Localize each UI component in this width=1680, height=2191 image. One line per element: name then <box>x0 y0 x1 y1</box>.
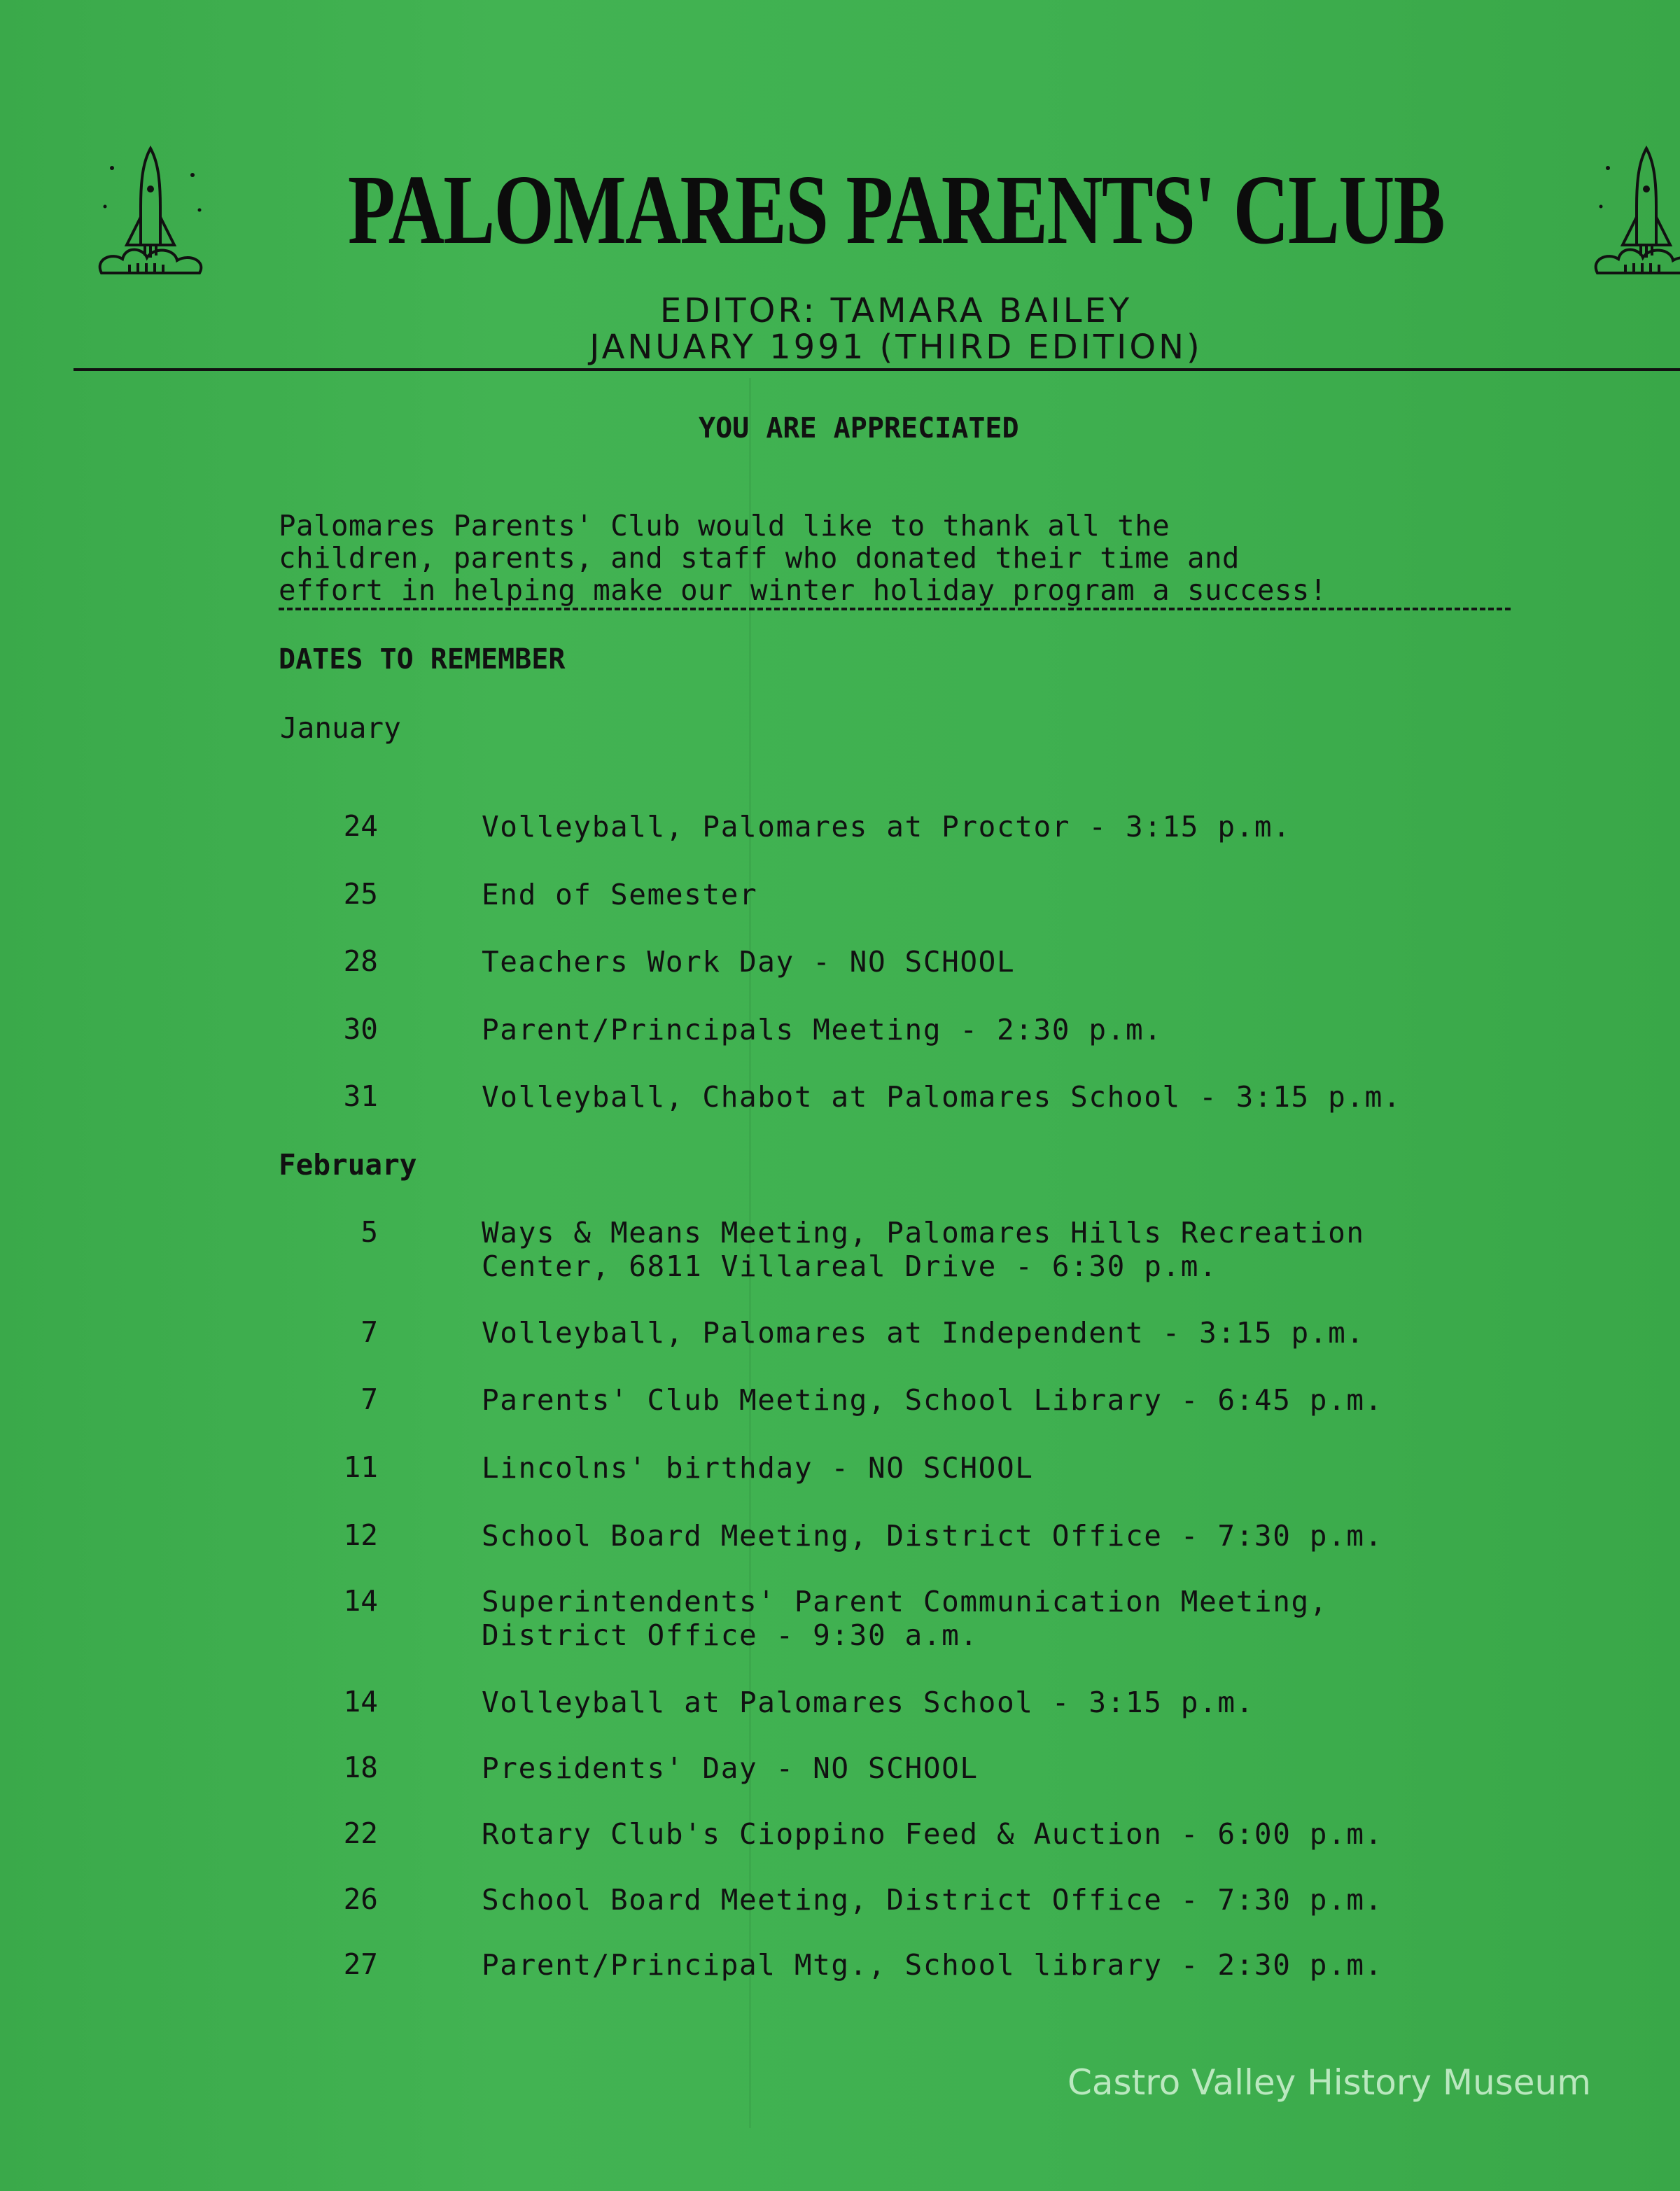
newsletter-title: PALOMARES PARENTS' CLUB <box>347 154 1445 265</box>
event-text: Volleyball, Chabot at Palomares School - 3:15 p.m. <box>482 1080 1402 1114</box>
event-text: Parent/Principal Mtg., School library - 2:30 p.m. <box>482 1948 1383 1982</box>
event-day: 26 <box>343 1882 378 1916</box>
event-day: 22 <box>343 1816 378 1850</box>
appreciation-heading: YOU ARE APPRECIATED <box>699 412 1019 444</box>
event-day: 30 <box>343 1012 378 1046</box>
event-day: 25 <box>343 877 378 911</box>
event-day: 27 <box>343 1947 378 1981</box>
event-text: Volleyball, Palomares at Independent - 3:15 p.m. <box>482 1316 1365 1350</box>
dashed-divider <box>279 608 1511 610</box>
event-text: Parent/Principals Meeting - 2:30 p.m. <box>482 1013 1163 1046</box>
event-day: 11 <box>343 1450 378 1484</box>
event-day: 12 <box>343 1518 378 1552</box>
dates-heading: DATES TO REMEMBER <box>279 643 566 676</box>
event-day: 28 <box>343 944 378 978</box>
event-day: 5 <box>360 1215 378 1249</box>
header-divider <box>74 368 1680 371</box>
event-text: Superintendents' Parent Communication Meeting, District Office - 9:30 a.m. <box>482 1585 1329 1652</box>
event-day: 18 <box>343 1751 378 1784</box>
appreciation-body: Palomares Parents' Club would like to thank all the children, parents, and staff who donated their time and effort in helping make our winter holiday program a success! <box>279 509 1327 607</box>
event-text: Presidents' Day - NO SCHOOL <box>482 1751 979 1785</box>
edition-line: JANUARY 1991 (THIRD EDITION) <box>589 328 1203 367</box>
event-text: School Board Meeting, District Office - 7:30 p.m. <box>482 1519 1383 1553</box>
editor-line: EDITOR: TAMARA BAILEY <box>659 291 1133 330</box>
event-text: Ways & Means Meeting, Palomares Hills Recreation Center, 6811 Villareal Drive - 6:30 p.m. <box>482 1216 1365 1283</box>
rocket-icon <box>88 140 214 294</box>
museum-watermark: Castro Valley History Museum <box>1068 2062 1591 2103</box>
event-day: 7 <box>360 1315 378 1349</box>
event-text: Parents' Club Meeting, School Library - 6:45 p.m. <box>482 1383 1383 1417</box>
event-text: Teachers Work Day - NO SCHOOL <box>482 945 1016 979</box>
event-text: Lincolns' birthday - NO SCHOOL <box>482 1451 1034 1485</box>
event-text: School Board Meeting, District Office - 7:30 p.m. <box>482 1883 1383 1917</box>
event-text: End of Semester <box>482 878 758 911</box>
event-text: Volleyball, Palomares at Proctor - 3:15 p.m. <box>482 810 1292 844</box>
event-day: 31 <box>343 1079 378 1113</box>
event-day: 14 <box>343 1685 378 1718</box>
event-day: 14 <box>343 1584 378 1618</box>
month-label-february: February <box>279 1148 417 1182</box>
event-day: 7 <box>360 1382 378 1416</box>
event-day: 24 <box>343 809 378 843</box>
event-text: Volleyball at Palomares School - 3:15 p.m. <box>482 1686 1254 1719</box>
event-text: Rotary Club's Cioppino Feed & Auction - 6:00 p.m. <box>482 1817 1383 1851</box>
rocket-icon <box>1583 140 1680 294</box>
month-label-january: January <box>280 711 401 745</box>
